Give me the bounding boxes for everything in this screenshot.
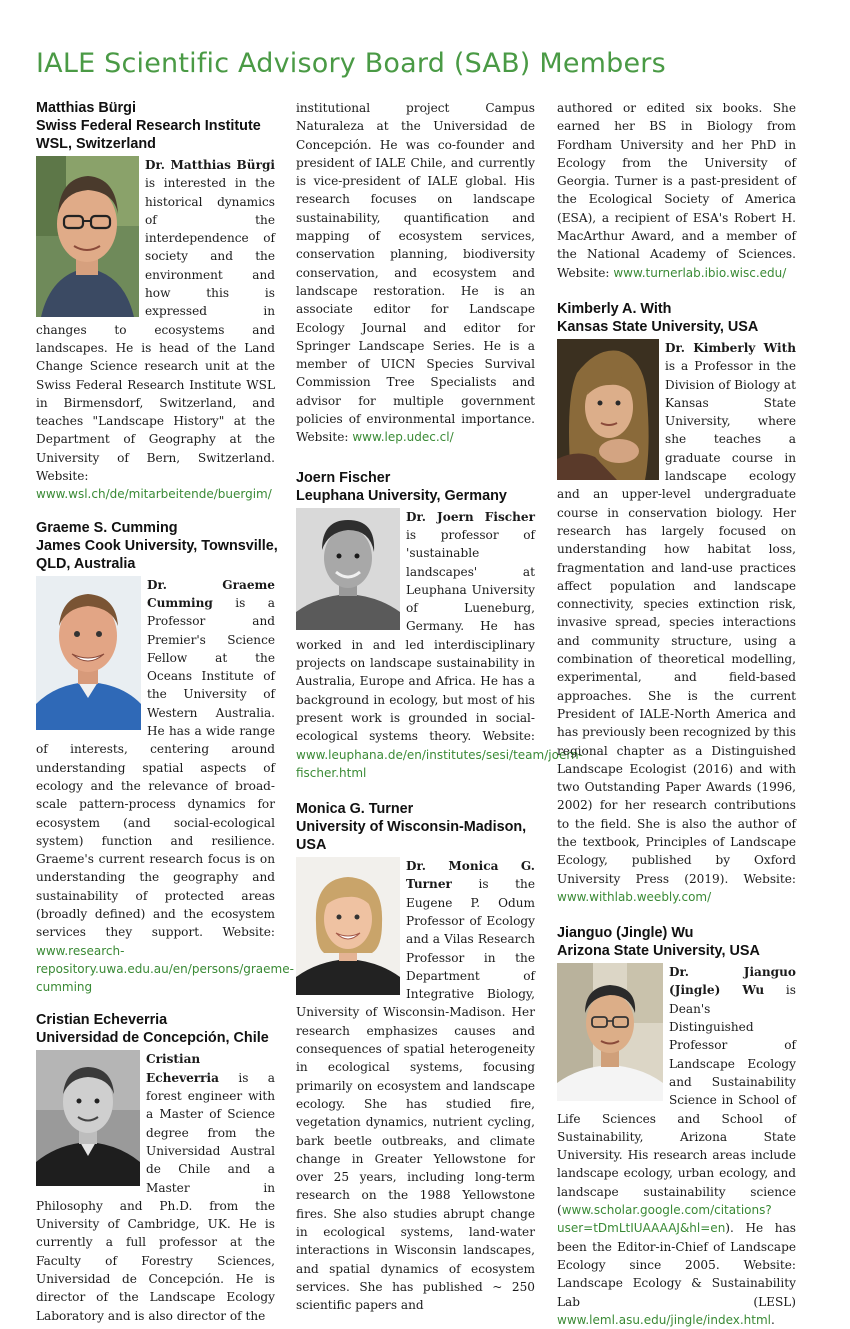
portrait-photo-echeverria bbox=[36, 1050, 140, 1186]
member-header bbox=[557, 300, 796, 336]
member-header bbox=[36, 519, 278, 573]
member-bio: Dr. Kimberly With is a Professor in the Division of Biology at Kansas State University, where she teaches a graduate course in landscape ecology and an upper-level undergraduate course in conservation biology. Her research has largely focused on understanding how habitat loss, fragmentation and land-use practices affect population and landscape connectivity, species extinction risk, invasive spread, species interactions and community structure, using a combination of theoretical modelling, experimental, and field-based approaches. She is the current President of IALE-North America and has previously been recognized by this regional chapter as a Distinguished Landscape Ecologist (2016) and with two Outstanding Paper Awards (1996, 2002) for her research contributions to the field. She is also the author of the textbook, Principles of Landscape Ecology, published by Oxford University Press (2019). Website: www.withlab.weebly.com/ bbox=[557, 340, 796, 904]
member-affiliation-2: QLD, Australia bbox=[36, 555, 136, 572]
member-lead-name: Dr. Monica G. Turner bbox=[406, 859, 535, 892]
website-link[interactable]: www.turnerlab.ibio.wisc.edu/ bbox=[613, 265, 787, 280]
member-affiliation-2: USA bbox=[296, 837, 327, 854]
member-name: Kimberly A. With bbox=[557, 300, 672, 317]
member-burgi bbox=[36, 99, 275, 504]
member-turner bbox=[296, 800, 535, 1314]
portrait-photo-fischer bbox=[296, 508, 400, 630]
member-affiliation: James Cook University, Townsville, bbox=[36, 537, 278, 554]
member-echeverria bbox=[36, 1011, 275, 1324]
member-affiliation: Leuphana University, Germany bbox=[296, 487, 507, 504]
portrait-photo-wu bbox=[557, 963, 663, 1101]
website-link[interactable]: www.leml.asu.edu/jingle/index.html bbox=[557, 1312, 772, 1327]
portrait-photo-turner bbox=[296, 857, 400, 995]
member-affiliation: Kansas State University, USA bbox=[557, 318, 759, 335]
website-link[interactable]: www.research-repository.uwa.edu.au/en/persons/graeme-cumming bbox=[36, 943, 294, 995]
member-affiliation: Arizona State University, USA bbox=[557, 943, 760, 960]
member-echeverria-continued bbox=[296, 99, 535, 447]
member-bio: Dr. Jianguo (Jingle) Wu is Dean's Distinguished Professor of Landscape Ecology and Sustainability Science in School of Life Sciences and School of Sustainability, Arizona State University. His research areas include landscape ecology, urban ecology, and landscape sustainability science (www.scholar.google.com/citations?user=tDmLtIUAAAAJ&hl=en). He has been the Editor-in-Chief of Landscape Ecology since 2005. Website: Landscape Ecology & Sustainability Lab (LESL) www.leml.asu.edu/jingle/index.html. bbox=[557, 965, 796, 1327]
portrait-photo-burgi bbox=[36, 156, 139, 317]
website-link[interactable]: www.wsl.ch/de/mitarbeitende/buergim/ bbox=[36, 487, 272, 502]
column-2 bbox=[296, 99, 583, 1315]
member-header bbox=[557, 924, 796, 960]
portrait-photo-with bbox=[557, 339, 659, 480]
member-affiliation-2: WSL, Switzerland bbox=[36, 136, 156, 152]
member-lead-name: Dr. Joern Fischer bbox=[406, 509, 535, 524]
scholar-link[interactable]: www.scholar.google.com/citations?user=tDmLtIUAAAAJ&hl=en bbox=[557, 1203, 772, 1236]
member-header bbox=[36, 99, 275, 153]
website-link[interactable]: www.withlab.weebly.com/ bbox=[557, 889, 712, 904]
website-link[interactable]: www.leuphana.de/en/institutes/sesi/team/joern-fischer.html bbox=[296, 747, 583, 780]
member-header bbox=[296, 800, 535, 854]
page-title: IALE Scientific Advisory Board (SAB) Members bbox=[36, 48, 666, 79]
member-bio: Dr. Graeme Cumming is a Professor and Premier's Science Fellow at the Oceans Institute of the University of Western Australia. He has a wide range of interests, centering around understanding spatial aspects of ecology and the relevance of broad-scale pattern-process dynamics for ecosystem (and social-ecological system) function and resilience. Graeme's current research focus is on understanding the geography and sustainability of protected areas (broadly defined) and the ecosystem services they support. Website: www.research-repository.uwa.edu.au/en/persons/graeme-cumming bbox=[36, 577, 294, 995]
member-name: Monica G. Turner bbox=[296, 801, 414, 818]
member-bio-continued: authored or edited six books. She earned her BS in Biology from Fordham University and her PhD in Ecology from the University of Georgia. Turner is a past-president of the Ecological Society of America (ESA), a recipient of ESA's Robert H. MacArthur Award, and a member of the National Academy of Sciences. Website: www.turnerlab.ibio.wisc.edu/ bbox=[557, 101, 796, 280]
member-header bbox=[296, 469, 535, 505]
column-3 bbox=[557, 99, 796, 1329]
website-link[interactable]: www.lep.udec.cl/ bbox=[352, 430, 454, 445]
member-name: Cristian Echeverria bbox=[36, 1012, 168, 1029]
member-with bbox=[557, 300, 796, 906]
member-lead-name: Dr. Jianguo (Jingle) Wu bbox=[669, 965, 796, 998]
member-lead-name: Dr. Graeme Cumming bbox=[147, 577, 275, 610]
portrait-photo-cumming bbox=[36, 576, 141, 730]
member-lead-name: Cristian Echeverria bbox=[146, 1052, 219, 1085]
member-wu bbox=[557, 924, 796, 1329]
column-1 bbox=[36, 99, 294, 1325]
member-name: Graeme S. Cumming bbox=[36, 519, 178, 536]
member-fischer bbox=[296, 469, 583, 782]
member-cumming bbox=[36, 519, 294, 997]
member-bio: Dr. Matthias Bürgi is interested in the historical dynamics of the interdependence of society and the environment and how this is expressed in changes to ecosystems and landscapes. He is head of the Land Change Science research unit at the Swiss Federal Research Institute WSL in Birmensdorf, Switzerland, and teaches "Landscape History" at the Department of Geography at the University of Bern, Switzerland. Website: www.wsl.ch/de/mitarbeitende/buergim/ bbox=[36, 158, 275, 502]
member-header bbox=[36, 1011, 275, 1047]
member-bio: Cristian Echeverria is a forest engineer with a Master of Science degree from the Universidad Austral de Chile and a Master in Philosophy and Ph.D. from the University of Cambridge, UK. He is currently a full professor at the Faculty of Forestry Sciences, Universidad de Concepción. He is director of the Landscape Ecology Laboratory and is also director of the bbox=[36, 1052, 275, 1323]
member-affiliation: University of Wisconsin-Madison, bbox=[296, 819, 527, 836]
member-affiliation: Swiss Federal Research Institute bbox=[36, 118, 261, 134]
member-lead-name: Dr. Matthias Bürgi bbox=[145, 158, 275, 172]
member-name: Joern Fischer bbox=[296, 469, 391, 486]
member-affiliation: Universidad de Concepción, Chile bbox=[36, 1030, 269, 1047]
member-bio: Dr. Joern Fischer is professor of 'sustainable landscapes' at Leuphana University of Lueneburg, Germany. He has worked in and led interdisciplinary projects on landscape sustainability in Australia, Europe and Africa. He has a background in ecology, but most of his present work is grounded in social-ecological systems theory. Website: www.leuphana.de/en/institutes/sesi/team/joern-fischer.html bbox=[296, 509, 583, 780]
member-name: Jianguo (Jingle) Wu bbox=[557, 925, 694, 942]
member-turner-continued bbox=[557, 99, 796, 282]
member-bio-continued: institutional project Campus Naturaleza at the Universidad de Concepción. He was co-founder and president of IALE Chile, and currently is vice-president of IALE global. His research focuses on landscape sustainability, quantification and mapping of ecosystem services, conservation planning, biodiversity conservation, and ecosystem and landscape restoration. He is an associate editor for Landscape Ecology Journal and editor for Springer Landscape Series. He is a member of UICN Species Survival Commission Tree Specialists and advisor for multiple government policies of environmental importance. Website: www.lep.udec.cl/ bbox=[296, 101, 535, 445]
member-lead-name: Dr. Kimberly With bbox=[665, 340, 796, 355]
member-name: Matthias Bürgi bbox=[36, 100, 136, 116]
member-bio: Dr. Monica G. Turner is the Eugene P. Odum Professor of Ecology and a Vilas Research Professor in the Department of Integrative Biology, University of Wisconsin-Madison. Her research emphasizes causes and consequences of spatial heterogeneity in ecological systems, focusing primarily on ecosystem and landscape ecology. She has studied fire, vegetation dynamics, nutrient cycling, bark beetle outbreaks, and climate change in Greater Yellowstone for over 25 years, including long-term research on the 1988 Yellowstone fires. She also studies abrupt change in ecological systems, land-water interactions in Wisconsin landscapes, and spatial dynamics of ecosystem services. She has published ~ 250 scientific papers and bbox=[296, 859, 535, 1313]
